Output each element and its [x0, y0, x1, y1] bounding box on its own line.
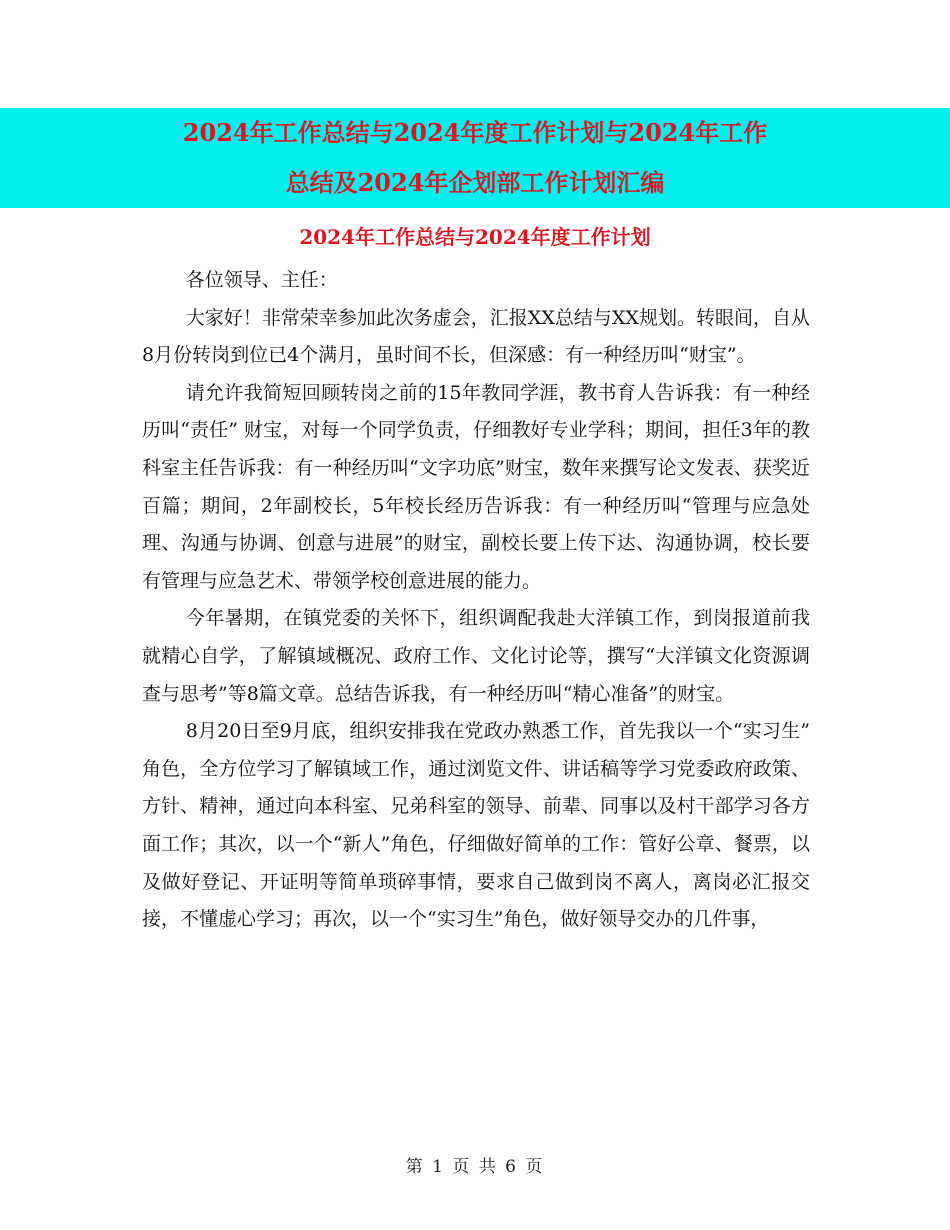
document-body — [142, 262, 810, 939]
page-footer: 第 1 页 共 6 页 — [405, 1157, 545, 1177]
paragraph-salutation: 各位领导、主任： — [185, 269, 338, 291]
document-title-line-2: 总结及2024年企划部工作计划汇编 — [284, 165, 667, 200]
section-title: 2024年工作总结与2024年度工作计划 — [299, 225, 651, 249]
paragraph: 请允许我简短回顾转岗之前的15年教同学涯，教书育人告诉我：有一种经历叫“责任” 财宝，对每一个同学负责，仔细教好专业学科；期间，担任3年的教科室主任告诉我：有一种经历叫“文字功底”财宝，数年来撰写论文发表、获奖近百篇；期间，2年副校长，5年校长经历告诉我：有一种经历叫“管理与应急处理、沟通与协调、创意与进展”的财宝，副校长要上传下达、沟通协调，校长要有管理与应急艺术、带领学校创意进展的能力。 — [142, 381, 810, 592]
paragraph: 大家好！非常荣幸参加此次务虚会，汇报XX总结与XX规划。转眼间，自从8月份转岗到位已4个满月，虽时间不长，但深感：有一种经历叫“财宝”。 — [142, 306, 810, 367]
document-title-line-1: 2024年工作总结与2024年度工作计划与2024年工作 — [181, 115, 769, 150]
paragraph: 今年暑期，在镇党委的关怀下，组织调配我赴大洋镇工作，到岗报道前我就精心自学，了解镇域概况、政府工作、文化讨论等，撰写“大洋镇文化资源调查与思考”等8篇文章。总结告诉我，有一种经历叫“精心准备”的财宝。 — [142, 607, 810, 705]
document-title — [0, 108, 950, 208]
paragraph: 8月20日至9月底，组织安排我在党政办熟悉工作，首先我以一个“实习生” 角色，全方位学习了解镇域工作，通过浏览文件、讲话稿等学习党委政府政策、方针、精神，通过向本科室、兄弟科室的领导、前辈、同事以及村干部学习各方面工作；其次，以一个“新人”角色，仔细做好简单的工作：管好公章、餐票，以及做好登记、开证明等简单琐碎事情，要求自己做到岗不离人，离岗必汇报交接，不懂虚心学习；再次，以一个“实习生”角色，做好领导交办的几件事， — [142, 720, 810, 931]
